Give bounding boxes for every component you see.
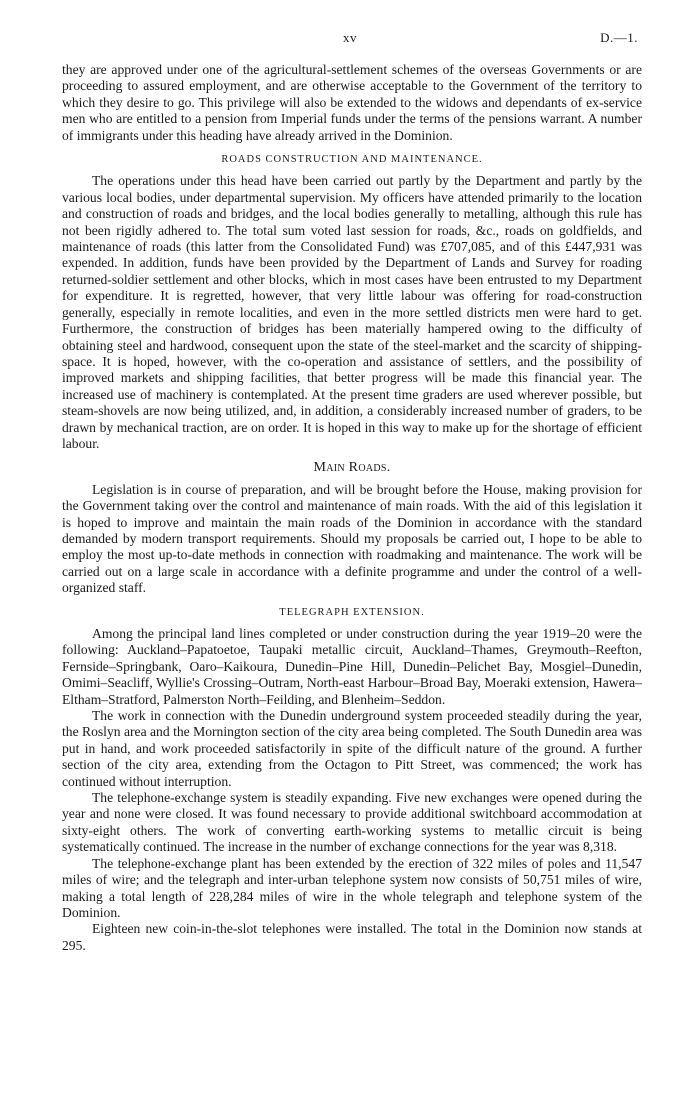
roads-paragraph: The operations under this head have been carried out partly by the Department and partly by the various local bodies, under departmental supervision. My officers have attended primarily to the location and construction of roads and bridges, and the local bodies generally to metalling, although this rule has not been rigidly adhered to. The total sum voted last session for roads, &c., roads on goldfields, and maintenance of roads (this latter from the Consolidated Fund) was £707,085, and of this £447,931 was expended. In addition, funds have been provided by the Department of Lands and Survey for roading returned-soldier settlement and other blocks, which in most cases have been entrusted to my Department for expenditure. It is regretted, however, that very little labour was offering for road-construction generally, especially in remote localities, and even in the more settled districts men were hard to get. Furthermore, the construction of bridges has been materially hampered owing to the difficulty of obtaining steel and hardwood, consequent upon the state of the steel-market and the scarcity of shipping-space. It is hoped, however, with the co-operation and assistance of settlers, and the possibility of improved markets and shipping facilities, that better progress will be made this financial year. The increased use of machinery is contemplated. At the present time graders are used wherever possible, but steam-shovels are now being utilized, and, in addition, a considerably increased number of graders, to be drawn by mechanical traction, are on order. It is hoped in this way to make up for the shortage of efficient labour. bbox=[62, 173, 642, 451]
section-heading-telegraph: TELEGRAPH EXTENSION. bbox=[279, 606, 425, 618]
telegraph-paragraph-exchanges: The telephone-exchange system is steadily expanding. Five new exchanges were opened during the year and none were closed. It was found necessary to provide additional switchboard accommodation at sixty-eight others. The work of converting earth-working systems to metallic circuit is being systematically continued. The increase in the number of exchange connections for the year was 8,318. bbox=[62, 790, 642, 855]
telegraph-paragraph-coin-telephones: Eighteen new coin-in-the-slot telephones were installed. The total in the Dominion now stands at 295. bbox=[62, 921, 642, 953]
page-body bbox=[62, 62, 642, 954]
document-reference: D.—1. bbox=[600, 30, 638, 45]
telegraph-paragraph-dunedin: The work in connection with the Dunedin underground system proceeded steadily during the year, the Roslyn area and the Mornington section of the city area being completed. The South Dunedin area was put in hand, and work proceeded satisfactorily in spite of the difficult nature of the ground. A further section of the city area, extending from the Octagon to Pitt Street, was commenced; the work has continued without interruption. bbox=[62, 708, 642, 789]
section-heading-main-roads: Main Roads. bbox=[313, 460, 391, 476]
main-roads-paragraph: Legislation is in course of preparation, and will be brought before the House, making provision for the Government taking over the control and maintenance of main roads. With the aid of this legislation it is hoped to improve and maintain the main roads of the Dominion in accordance with the standard demanded by modern transport requirements. Should my proposals be carried out, I hope to be able to employ the most up-to-date methods in connection with roadmaking and maintenance. The work will be carried out on a large scale in accordance with a definite programme and under the control of a well-organized staff. bbox=[62, 481, 642, 596]
telegraph-paragraph-lines: Among the principal land lines completed or under construction during the year 1919–20 were the following: Auckland–Papatoetoe, Taupaki metallic circuit, Auckland–Thames, Greymouth–Reefton, Fernside–Springbank, Oaro–Kaikoura, Dunedin–Pine Hill, Dunedin–Pelichet Bay, Mosgiel–Dunedin, Omimi–Seacliff, Wyllie's Crossing–Outram, North-east Harbour–Broad Bay, Moeraki extension, Hawera–Eltham–Stratford, Palmerston North–Feilding, and Blenheim–Seddon. bbox=[62, 626, 642, 707]
telegraph-paragraph-plant: The telephone-exchange plant has been extended by the erection of 322 miles of poles and 11,547 miles of wire; and the telegraph and inter-urban telephone system now consists of 50,751 miles of wire, making a total length of 228,284 miles of wire in the whole telegraph and telephone system of the Dominion. bbox=[62, 855, 642, 920]
page-number: xv bbox=[343, 30, 357, 45]
section-heading-roads: ROADS CONSTRUCTION AND MAINTENANCE. bbox=[221, 154, 483, 166]
intro-paragraph: they are approved under one of the agricultural-settlement schemes of the overseas Governments or are proceeding to assured employment, and are otherwise acceptable to the Government of the territory to which they desire to go. This privilege will also be extended to the widows and dependants of ex-service men who are entitled to a pension from Imperial funds under the terms of the pensions warrant. A number of immigrants under this heading have already arrived in the Dominion. bbox=[62, 62, 642, 143]
